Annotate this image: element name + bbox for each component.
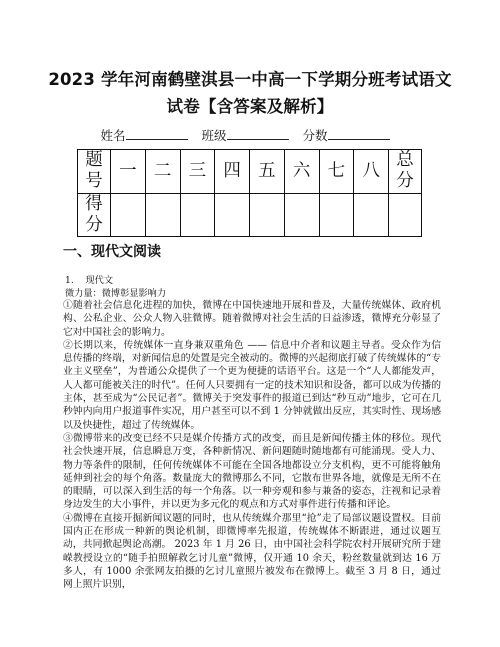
- score-blank[interactable]: [328, 127, 390, 140]
- score-cell[interactable]: [284, 193, 319, 237]
- student-info-line: [0, 126, 500, 144]
- total-header: [389, 150, 422, 194]
- score-cell[interactable]: [215, 193, 250, 237]
- passage-paragraph: ④微博在直接开掘新闻议题的同时，也从传统媒介那里“抢”走了局部议题设置权。目前国内正在形成一种新的舆论机制，即微博率先报道，传统媒体不断跟进，通过议题互动，共同掀起舆论高潮。 2023 年 1 月 26 日，由中国社会科学院农村开展研究所于建嵘教授设立的“随手拍照解救乞讨儿童”微博，仅开通 10 余天，粉丝数量就到达 16 万多人，有 1000 余张网友拍摄的乞讨儿童照片被发布在微博上。截至 3 月 8 日，通过网上照片识别，: [63, 512, 441, 591]
- column-header: 七: [319, 150, 354, 194]
- question-type: 现代文: [85, 275, 114, 286]
- score-label: 分数: [302, 128, 328, 143]
- score-table: [77, 149, 422, 237]
- passage-paragraph: ①随着社会信息化进程的加快，微博在中国快速地开展和普及，大量传统媒体、政府机构、公私企业、公众人物入驻微博。随着微博对社会生活的日益渗透，微博充分彰显了它对中国社会的影响力。: [63, 300, 441, 338]
- column-header: 八: [354, 150, 389, 194]
- passage-paragraph: ③微博带来的改变已经不只是媒介传播方式的改变，而且是新闻传播主体的移位。现代社会快速开展，信息瞬息万变，各种新情况、新问题随时随地都有可能涌现。受人力、物力等条件的限制，任何传统媒体不可能在全国各地都设立分支机构，更不可能将触角延伸到社会的每个角落。数量庞大的微博那么不同，它散布世界各地，就像是无所不在的眼睛，可以深入到生活的每一个角落。以一种旁观和参与兼备的姿态，注视和记录着身边发生的大小事件，并以更为多元化的观点和方式对事件进行传播和评论。: [63, 432, 441, 511]
- column-header: 二: [145, 150, 180, 194]
- total-header-char-2: 分: [396, 171, 414, 192]
- name-blank[interactable]: [126, 127, 188, 140]
- score-table-header-row: [78, 150, 422, 194]
- score-header-char-1: 得: [85, 193, 103, 214]
- class-blank[interactable]: [227, 127, 289, 140]
- column-header: 三: [180, 150, 215, 194]
- section-heading: 一、现代文阅读: [63, 244, 161, 260]
- document-title-line-2: 试卷【含答案及解析】: [166, 97, 334, 116]
- column-header: 五: [250, 150, 285, 194]
- score-cell[interactable]: [180, 193, 215, 237]
- score-cell[interactable]: [354, 193, 389, 237]
- row-header-score: [78, 193, 111, 237]
- total-header-char-1: 总: [396, 150, 414, 171]
- score-cell[interactable]: [319, 193, 354, 237]
- total-score-cell[interactable]: [389, 193, 422, 237]
- question-number: 1.: [65, 275, 74, 286]
- score-table-score-row: [78, 193, 422, 237]
- score-cell[interactable]: [111, 193, 146, 237]
- class-label: 班级: [201, 128, 227, 143]
- score-cell[interactable]: [145, 193, 180, 237]
- passage-subtitle: 微力量：微博彰显影响力: [65, 288, 167, 299]
- column-header: 六: [284, 150, 319, 194]
- document-title-line-1: 2023 学年河南鹤壁淇县一中高一下学期分班考试语文: [48, 70, 452, 89]
- score-cell[interactable]: [250, 193, 285, 237]
- passage-paragraph: ②长期以来，传统媒体一直身兼双重角色 —— 信息中介者和议题主导者。受众作为信息传播的终端，对新闻信息的处置是完全被动的。微博的兴起彻底打破了传统媒体的“专业主义壁垒”，为普通公众提供了一个更为便捷的话语平台。这是一个“人人都能发声，人人都可能被关注的时代”。任何人只要拥有一定的技术知识和设备，都可以成为传播的主体，甚至成为“公民记者”。微博关于突发事件的报道已到达“秒互动”地步，它可在几秒钟内向用户报道事件实况，用户甚至可以不到 1 分钟就做出反应，其实时性、现场感以及快捷性，超过了传统媒体。: [63, 339, 441, 431]
- score-header-char-2: 分: [85, 214, 103, 235]
- row-header-question-number: [78, 150, 111, 194]
- column-header: 一: [111, 150, 146, 194]
- name-label: 姓名: [100, 128, 126, 143]
- row-header-char-2: 号: [85, 171, 103, 192]
- column-header: 四: [215, 150, 250, 194]
- question-header: [65, 272, 113, 286]
- row-header-char-1: 题: [85, 150, 103, 171]
- passage-body: [63, 299, 441, 592]
